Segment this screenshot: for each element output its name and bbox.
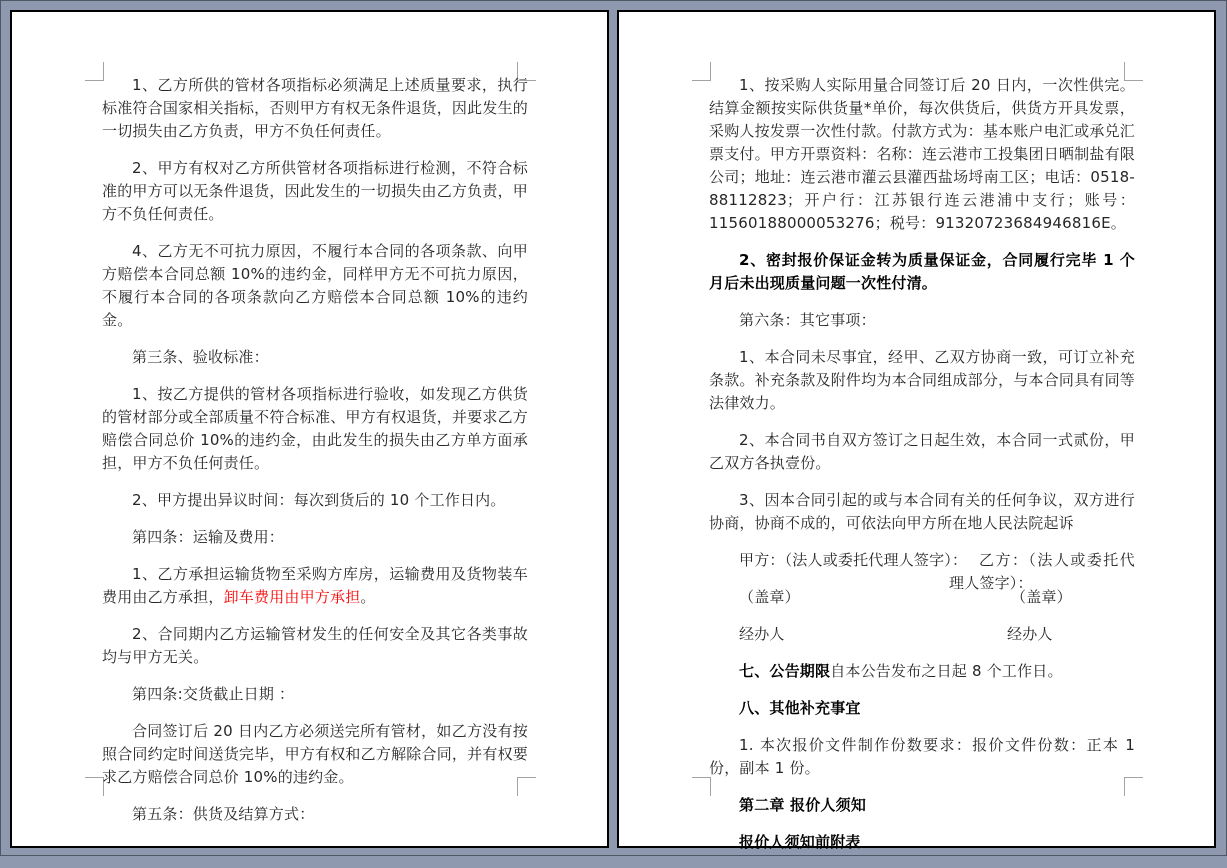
paragraph[interactable]	[709, 697, 1135, 720]
paragraph[interactable]	[709, 549, 1135, 592]
bold-text: 八、其他补充事宜	[739, 699, 861, 717]
body-text: 4、乙方无不可抗力原因，不履行本合同的各项条款、向甲方赔偿本合同总额 10%的违约金，同样甲方无不可抗力原因，不履行本合同的各项条款向乙方赔偿本合同总额 10%的违约金。	[102, 242, 528, 329]
paragraph[interactable]	[102, 720, 528, 789]
body-text: 。	[360, 588, 376, 606]
body-text: 1、乙方所供的管材各项指标必须满足上述质量要求，执行标准符合国家相关指标，否则甲方有权无条件退货，因此发生的一切损失由乙方负责，甲方不负任何责任。	[102, 76, 528, 140]
page-1-content[interactable]	[102, 74, 528, 840]
paragraph[interactable]	[102, 240, 528, 332]
right-column-text: 经办人	[1007, 625, 1053, 643]
right-column-text: （盖章）	[1011, 588, 1072, 606]
body-text: 第六条：其它事项：	[739, 311, 876, 329]
paragraph[interactable]	[709, 734, 1135, 780]
paragraph[interactable]	[102, 526, 528, 549]
body-text: 1、按乙方提供的管材各项指标进行验收，如发现乙方供货的管材部分或全部质量不符合标准、甲方有权退货，并要求乙方赔偿合同总价 10%的违约金，由此发生的损失由乙方单方面承担，甲方不负任何责任。	[102, 385, 528, 472]
body-text: 2、合同期内乙方运输管材发生的任何安全及其它各类事故均与甲方无关。	[102, 625, 528, 666]
page-2-content[interactable]	[709, 74, 1135, 868]
body-text: 1、乙方承担运输货物至采购方库房，运输费用及货物装车费用由乙方承担，	[102, 565, 528, 606]
red-highlight-text: 卸车费用由甲方承担	[223, 588, 361, 606]
body-text: 1、按采购人实际用量合同签订后 20 日内，一次性供完。结算金额按实际供货量*单价，每次供货后，供货方开具发票，采购人按发票一次性付款。付款方式为：基本账户电汇或承兑汇票支付。甲方开票资料：名称：连云港市工投集团日晒制盐有限公司；地址：连云港市灌云县灌西盐场埒南工区；电话：0518-88112823；开户行：江苏银行连云港浦中支行；账号：11560188000053276；税号：91320723684946816E。	[709, 76, 1135, 232]
paragraph[interactable]	[709, 660, 1135, 683]
bold-text: 七、公告期限	[739, 662, 831, 680]
paragraph[interactable]	[709, 489, 1135, 535]
paragraph[interactable]	[709, 794, 1135, 817]
page-strip	[10, 10, 1216, 851]
right-column-text: 乙方：（法人或委托代理人签字）：	[949, 551, 1135, 592]
body-text: 第五条：供货及结算方式：	[132, 805, 315, 823]
paragraph[interactable]	[709, 249, 1135, 295]
body-text: 3、因本合同引起的或与本合同有关的任何争议，双方进行协商，协商不成的，可依法向甲方所在地人民法院起诉	[709, 491, 1135, 532]
paragraph[interactable]	[709, 623, 1135, 646]
paragraph[interactable]	[102, 489, 528, 512]
page-1[interactable]	[10, 10, 609, 848]
paragraph[interactable]	[102, 623, 528, 669]
bold-text: 2、密封报价保证金转为质量保证金，合同履行完毕 1 个月后未出现质量问题一次性付清。	[709, 251, 1135, 292]
body-text: 1、本合同未尽事宜，经甲、乙双方协商一致，可订立补充条款。补充条款及附件均为本合同组成部分，与本合同具有同等法律效力。	[709, 348, 1135, 412]
paragraph[interactable]	[709, 429, 1135, 475]
body-text: 合同签订后 20 日内乙方必须送完所有管材，如乙方没有按照合同约定时间送货完毕，甲方有权和乙方解除合同，并有权要求乙方赔偿合同总价 10%的违约金。	[102, 722, 528, 786]
body-text: 第三条、验收标准：	[132, 348, 269, 366]
left-column-text: 甲方：（法人或委托代理人签字）：	[739, 551, 968, 569]
bold-text: 第二章 报价人须知	[739, 796, 867, 814]
paragraph[interactable]	[102, 563, 528, 609]
paragraph[interactable]	[102, 683, 528, 706]
body-text: 2、本合同书自双方签订之日起生效，本合同一式贰份，甲乙双方各执壹份。	[709, 431, 1135, 472]
body-text: 自本公告发布之日起 8 个工作日。	[830, 662, 1063, 680]
paragraph[interactable]	[102, 803, 528, 826]
paragraph[interactable]	[102, 346, 528, 369]
left-column-text: 经办人	[739, 625, 785, 643]
body-text: 2、甲方有权对乙方所供管材各项指标进行检测，不符合标准的甲方可以无条件退货，因此发生的一切损失由乙方负责，甲方不负任何责任。	[102, 159, 528, 223]
paragraph[interactable]	[102, 383, 528, 475]
paragraph[interactable]	[709, 309, 1135, 332]
paragraph[interactable]	[709, 74, 1135, 235]
paragraph[interactable]	[709, 346, 1135, 415]
body-text: 1. 本次报价文件制作份数要求：报价文件份数：正本 1 份，副本 1 份。	[709, 736, 1135, 777]
bold-text: 报价人须知前附表	[739, 833, 861, 851]
body-text: 第四条:交货截止日期 ：	[132, 685, 295, 703]
paragraph[interactable]	[709, 586, 1135, 609]
page-2[interactable]	[617, 10, 1216, 851]
paragraph[interactable]	[102, 74, 528, 143]
paragraph[interactable]	[102, 157, 528, 226]
paragraph[interactable]	[709, 831, 1135, 854]
body-text: 第四条：运输及费用：	[132, 528, 285, 546]
body-text: 2、甲方提出异议时间：每次到货后的 10 个工作日内。	[132, 491, 506, 509]
left-column-text: （盖章）	[739, 588, 800, 606]
